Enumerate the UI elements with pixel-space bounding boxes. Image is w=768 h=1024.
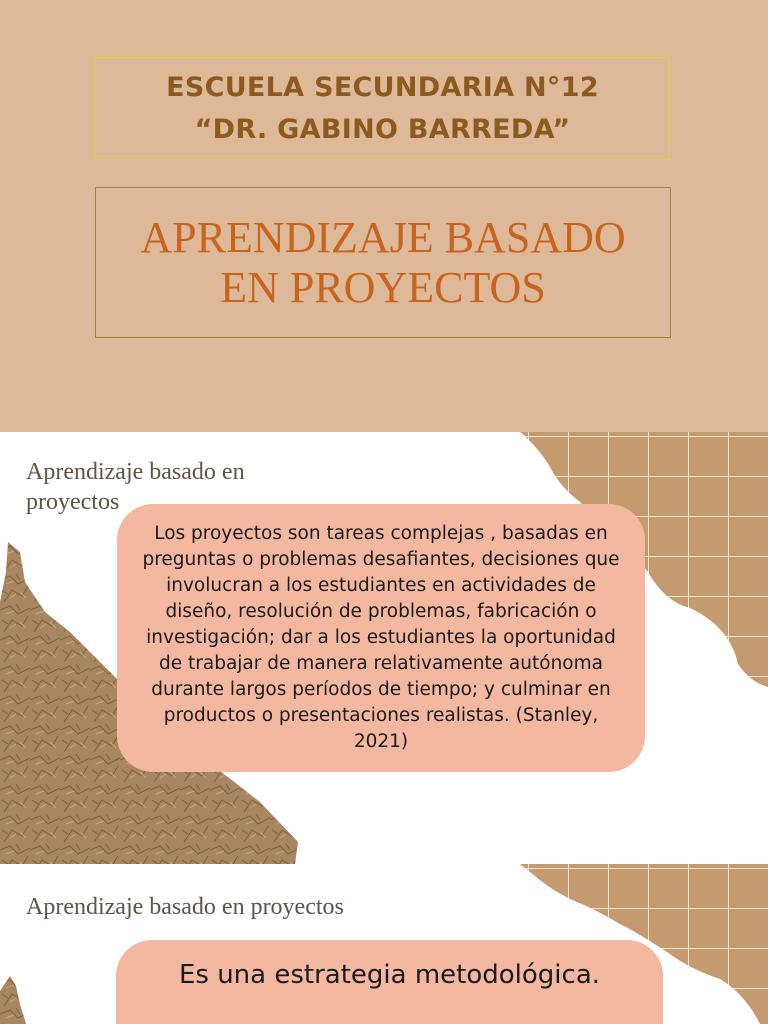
definition-card	[117, 504, 645, 772]
school-name-box	[95, 57, 670, 160]
strategy-text: Es una estrategia metodológica.	[178, 960, 601, 990]
title-line1: APRENDIZAJE BASADO	[140, 212, 626, 262]
slide2-heading-line2: proyectos	[26, 489, 120, 515]
cover-slide	[0, 0, 768, 432]
school-name-line1: ESCUELA SECUNDARIA N°12	[166, 71, 599, 103]
title-line2: EN PROYECTOS	[220, 262, 546, 312]
school-name-line2: “DR. GABINO BARREDA”	[194, 113, 571, 145]
presentation-title-box	[95, 187, 671, 338]
strategy-card	[116, 940, 663, 1024]
slide3-heading: Aprendizaje basado en proyectos	[26, 894, 344, 920]
crumpled-paper-icon	[0, 976, 30, 1024]
definition-text: Los proyectos son tareas complejas , basadas en preguntas o problemas desafiantes, decisiones que involucran a los estudiantes en actividades de diseño, resolución de problemas, fabricación o investigación; dar a los estudiantes la oportunidad de trabajar de manera relativamente autónoma durante largos períodos de tiempo; y culminar en productos o presentaciones realistas. (Stanley, 2021)	[142, 523, 620, 752]
definition-slide	[0, 432, 768, 864]
slide2-heading-line1: Aprendizaje basado en	[26, 459, 245, 485]
strategy-slide	[0, 864, 768, 1024]
